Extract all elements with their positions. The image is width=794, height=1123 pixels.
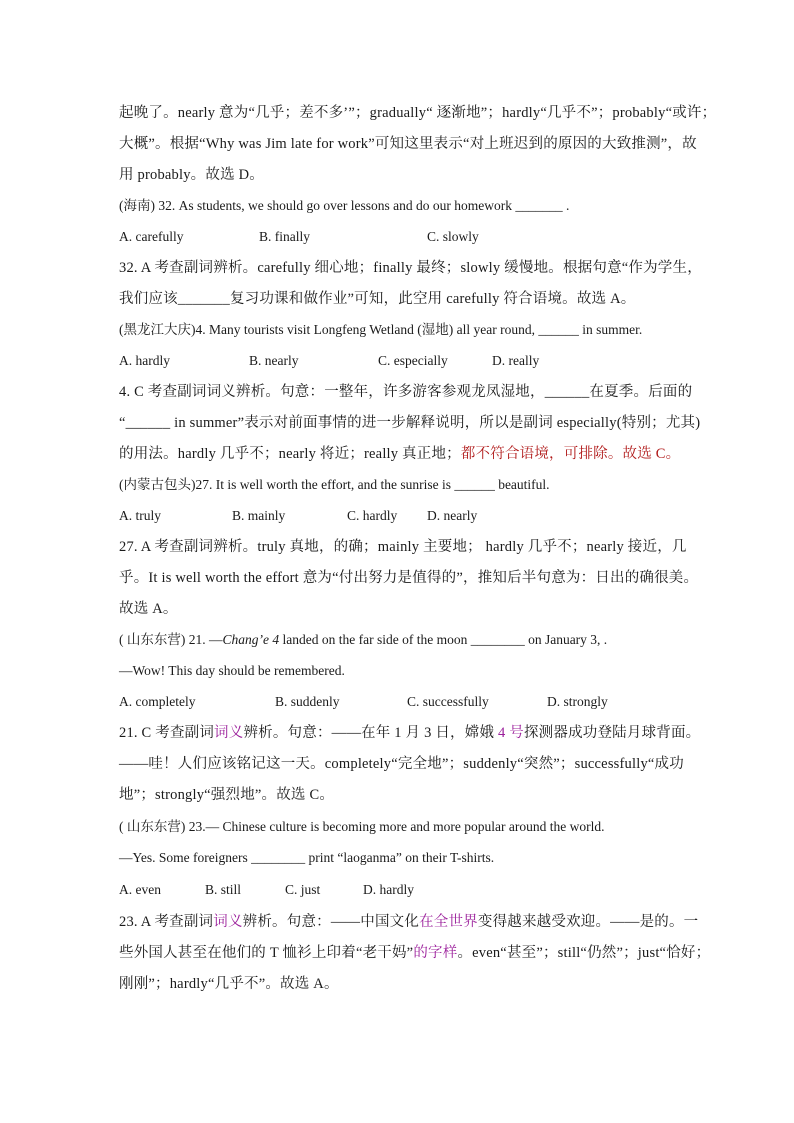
option-b: B. nearly — [249, 353, 299, 368]
option-d: D. hardly — [363, 882, 414, 897]
answer-27-line: 故选 A。 — [119, 601, 178, 617]
option-a: A. carefully — [119, 229, 184, 244]
option-a: A. even — [119, 882, 161, 897]
option-c: C. successfully — [407, 694, 489, 709]
answer-23-highlight: 在全世界 — [419, 914, 478, 930]
question-21-rest: landed on the far side of the moon ________ on January 3, . — [279, 632, 608, 647]
answer-32-line: 32. A 考查副词辨析。carefully 细心地；finally 最终；slowly 缓慢地。根据句意“作为学生， — [119, 260, 702, 276]
answer-4-text: 的用法。hardly 几乎不；nearly 将近；really 真正地； — [119, 446, 461, 462]
answer-21-text: 辨析。句意：——在年 1 月 3 日，嫦娥 — [243, 725, 498, 741]
answer-21-text: 21. C 考查副词 — [119, 725, 215, 741]
answer-4-highlight: 都不符合语境，可排除。故选 C。 — [460, 446, 681, 462]
text-line: 用 probably。故选 D。 — [119, 167, 264, 183]
answer-4-line: “______ in summer”表示对前面事情的进一步解释说明，所以是副词 especially(特别；尤其) — [119, 415, 701, 431]
question-21-italic: Chang’e 4 — [222, 632, 280, 647]
answer-23-highlight: 的字样 — [413, 945, 458, 961]
answer-32-line: 我们应该_______复习功课和做作业”可知，此空用 carefully 符合语境。故选 A。 — [119, 291, 636, 307]
answer-23-text: 。even“甚至”；still“仍然”；just“恰好； — [457, 945, 711, 961]
option-b: B. suddenly — [275, 694, 340, 709]
option-b: B. finally — [259, 229, 310, 244]
question-21 — [119, 630, 679, 650]
option-a: A. truly — [119, 508, 161, 523]
answer-21-line: 地”；strongly“强烈地”。故选 C。 — [119, 787, 335, 803]
answer-23-text: 辨析。句意：——中国文化 — [242, 914, 420, 930]
option-c: C. slowly — [427, 229, 479, 244]
answer-21-highlight: 词义 — [214, 725, 244, 741]
option-b: B. still — [205, 882, 242, 897]
answer-27-line: 乎。It is well worth the effort 意为“付出努力是值得的”，推知后半句意为：日出的确很美。 — [119, 570, 699, 586]
question-21-reply: —Wow! This day should be remembered. — [119, 663, 345, 678]
option-c: C. just — [285, 882, 321, 897]
answer-23-text: 些外国人甚至在他们的 T 恤衫上印着“老干妈” — [119, 945, 414, 961]
answer-23-line — [119, 912, 699, 932]
question-32: (海南) 32. As students, we should go over lessons and do our homework _______ . — [119, 198, 570, 213]
option-a: A. completely — [119, 694, 196, 709]
option-d: D. strongly — [547, 694, 608, 709]
option-d: D. really — [492, 353, 540, 368]
answer-4-line — [119, 444, 679, 464]
option-a: A. hardly — [119, 353, 170, 368]
question-21-prefix: ( 山东东营) 21. — — [119, 632, 223, 647]
answer-23-text: 23. A 考查副词 — [119, 914, 214, 930]
text-line: 大概”。根据“Why was Jim late for work”可知这里表示“对上班迟到的原因的大致推测”，故 — [119, 136, 697, 152]
answer-21-line — [119, 723, 701, 743]
question-23: ( 山东东营) 23.— Chinese culture is becoming more and more popular around the world. — [119, 819, 605, 834]
answer-21-highlight: 4 号 — [497, 725, 524, 741]
question-27: (内蒙古包头)27. It is well worth the effort, and the sunrise is ______ beautiful. — [119, 477, 550, 492]
option-b: B. mainly — [232, 508, 286, 523]
answer-23-highlight: 词义 — [213, 914, 243, 930]
option-d: D. nearly — [427, 508, 478, 523]
answer-21-line: ——哇！人们应该铭记这一天。completely“完全地”；suddenly“突然”；successfully“成功 — [119, 756, 684, 772]
text-line: 起晚了。nearly 意为“几乎；差不多’”；gradually“ 逐渐地”；hardly“几乎不”；probably“或许； — [119, 105, 717, 121]
answer-4-line: 4. C 考查副词词义辨析。句意：一整年，许多游客参观龙凤湿地，______在夏季。后面的 — [119, 384, 693, 400]
question-23-reply: —Yes. Some foreigners ________ print “laoganma” on their T-shirts. — [119, 850, 495, 865]
answer-23-line: 刚刚”；hardly“几乎不”。故选 A。 — [119, 976, 339, 992]
option-c: C. especially — [378, 353, 448, 368]
answer-27-line: 27. A 考查副词辨析。truly 真地，的确；mainly 主要地； hardly 几乎不；nearly 接近，几 — [119, 539, 687, 555]
answer-21-text: 探测器成功登陆月球背面。 — [523, 725, 701, 741]
question-4: (黑龙江大庆)4. Many tourists visit Longfeng Wetland (湿地) all year round, ______ in summer. — [119, 322, 643, 337]
option-c: C. hardly — [347, 508, 398, 523]
answer-23-text: 变得越来越受欢迎。——是的。一 — [477, 914, 699, 930]
answer-23-line — [119, 943, 711, 963]
